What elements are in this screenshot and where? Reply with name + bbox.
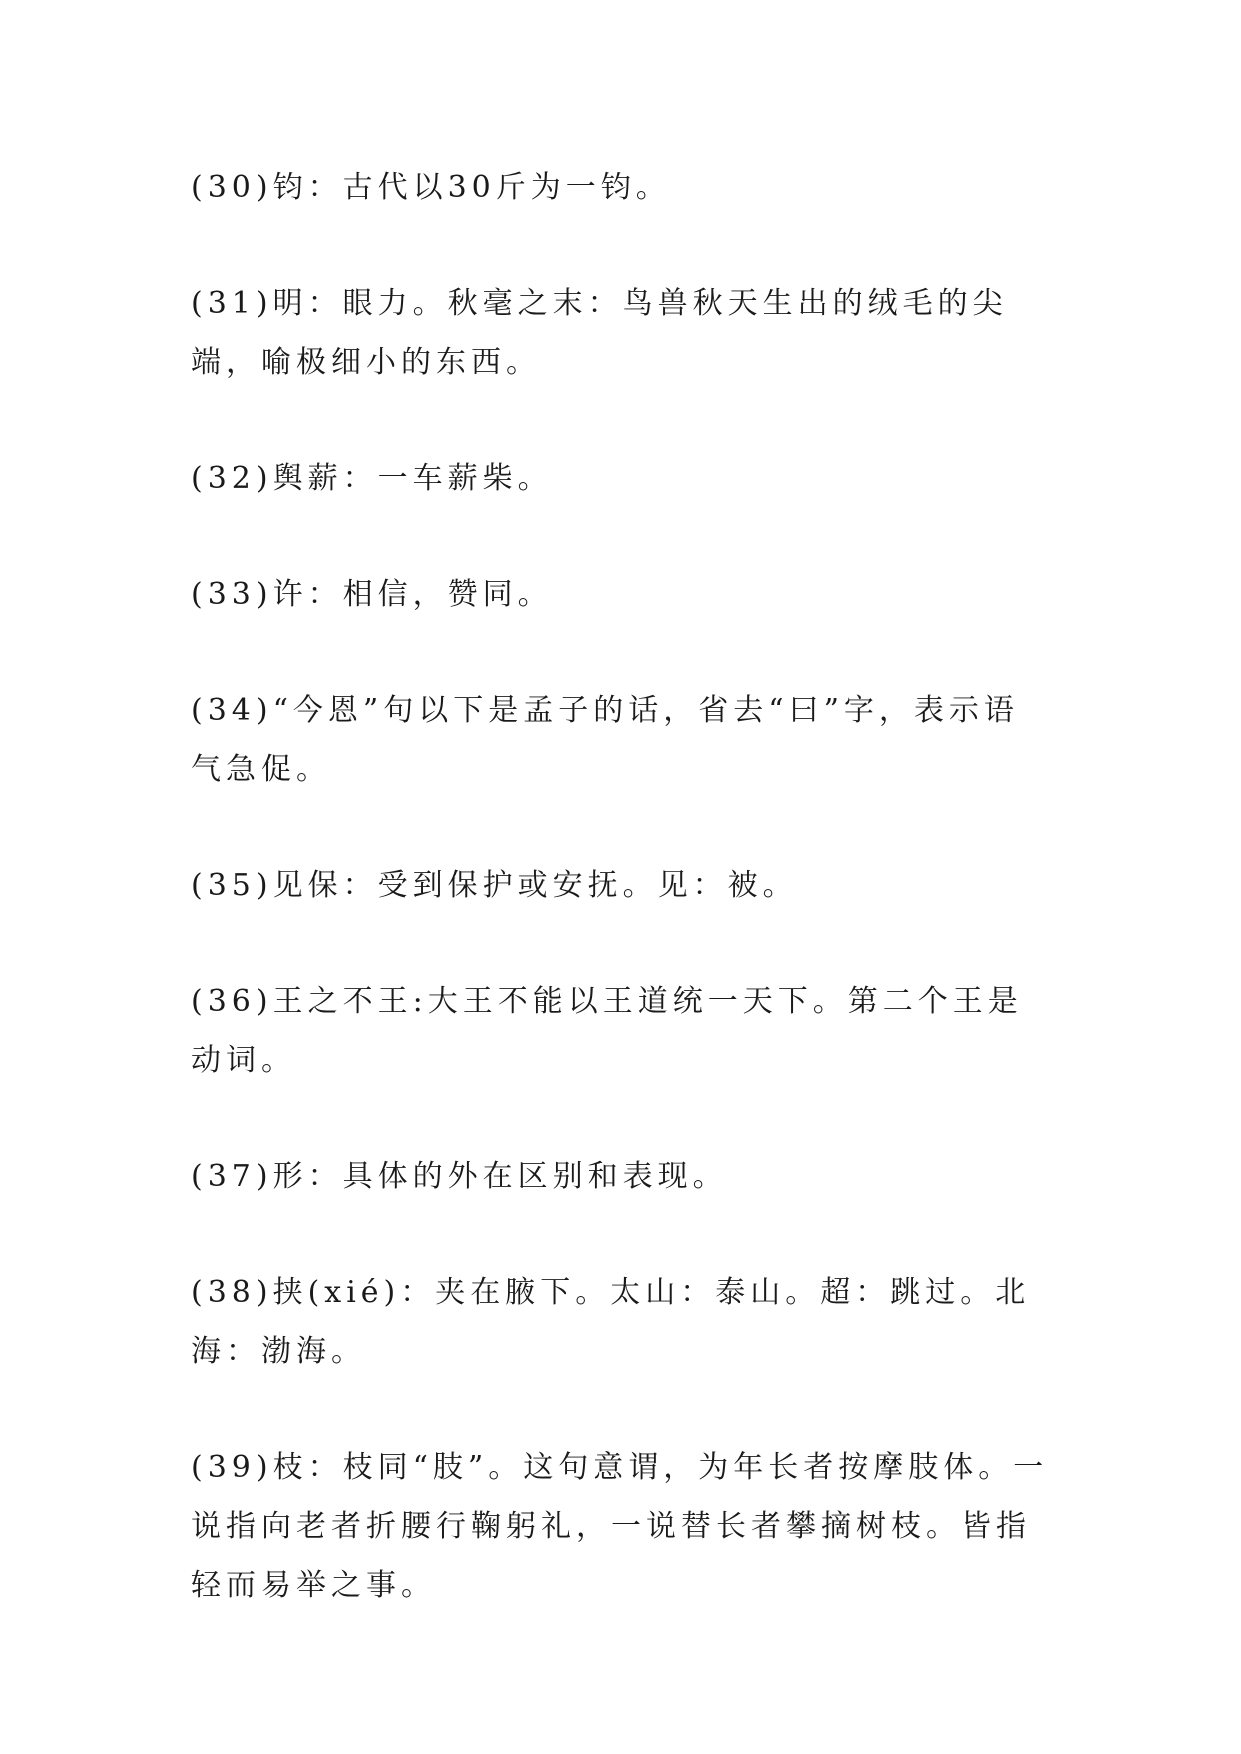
annotation-32: (32)舆薪：一车薪柴。 xyxy=(191,461,553,496)
annotation-30: (30)钧：古代以30斤为一钧。 xyxy=(191,170,671,205)
annotation-39: (39)枝：枝同“肢”。这句意谓，为年长者按摩肢体。一说指向老者折腰行鞠躬礼，一说替长者攀摘树枝。皆指轻而易举之事。 xyxy=(191,1450,1049,1603)
annotation-list xyxy=(191,158,1053,1672)
annotation-35: (35)见保：受到保护或安抚。见：被。 xyxy=(191,868,798,903)
annotation-31: (31)明：眼力。秋毫之末：鸟兽秋天生出的绒毛的尖端，喻极细小的东西。 xyxy=(191,286,1008,380)
annotation-36: (36)王之不王:大王不能以王道统一天下。第二个王是动词。 xyxy=(191,984,1023,1078)
annotation-37: (37)形：具体的外在区别和表现。 xyxy=(191,1159,728,1194)
annotation-38: (38)挟(xié)：夹在腋下。太山：泰山。超：跳过。北海：渤海。 xyxy=(191,1275,1031,1369)
annotation-34: (34)“今恩”句以下是孟子的话，省去“曰”字，表示语气急促。 xyxy=(191,693,1019,787)
annotation-33: (33)许：相信，赞同。 xyxy=(191,577,553,612)
